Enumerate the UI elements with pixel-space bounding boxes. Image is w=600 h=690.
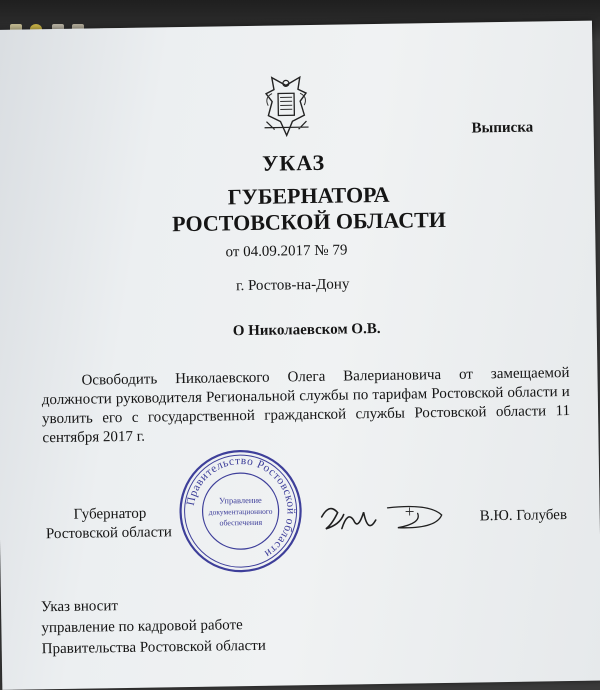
signer-name: В.Ю. Голубев bbox=[479, 507, 568, 525]
signer-position-line-1: Губернатор bbox=[73, 505, 147, 523]
handwritten-signature bbox=[317, 493, 450, 545]
extract-label: Выписка bbox=[471, 119, 534, 137]
signer-position-line-2: Ростовской области bbox=[45, 524, 173, 543]
submission-note bbox=[41, 594, 266, 661]
note-line-3: Правительства Ростовской области bbox=[41, 637, 266, 658]
document-page bbox=[0, 21, 600, 690]
seal-center-line-2: документационного bbox=[208, 506, 273, 517]
official-seal-stamp bbox=[177, 447, 305, 575]
issuer-line-1-text: ГУБЕРНАТОРА bbox=[227, 181, 390, 210]
decree-body-text: Освободить Николаевского Олега Валериановича от замещаемой должности руководителя Региональной службы по тарифам Ростовской области и уволить его с государственной гражданской службы Ростовской области 11 сентября 2017 г. bbox=[41, 364, 571, 447]
document-title: УКАЗ bbox=[261, 149, 326, 176]
seal-center-line-3: обеспечения bbox=[219, 517, 263, 528]
date-number: от 04.09.2017 № 79 bbox=[225, 242, 348, 261]
issuer-line-2-text: РОСТОВСКОЙ ОБЛАСТИ bbox=[171, 206, 447, 237]
note-line-2: управление по кадровой работе bbox=[41, 617, 243, 637]
city: г. Ростов-на-Дону bbox=[235, 276, 350, 295]
coat-of-arms-emblem bbox=[258, 71, 315, 140]
decree-subject: О Николаевском О.В. bbox=[232, 320, 381, 340]
decree-body bbox=[41, 364, 570, 448]
seal-ring-text: Правительство Ростовской области bbox=[184, 455, 297, 560]
seal-center-line-1: Управление bbox=[219, 494, 262, 506]
note-line-1: Указ вносит bbox=[40, 598, 119, 616]
